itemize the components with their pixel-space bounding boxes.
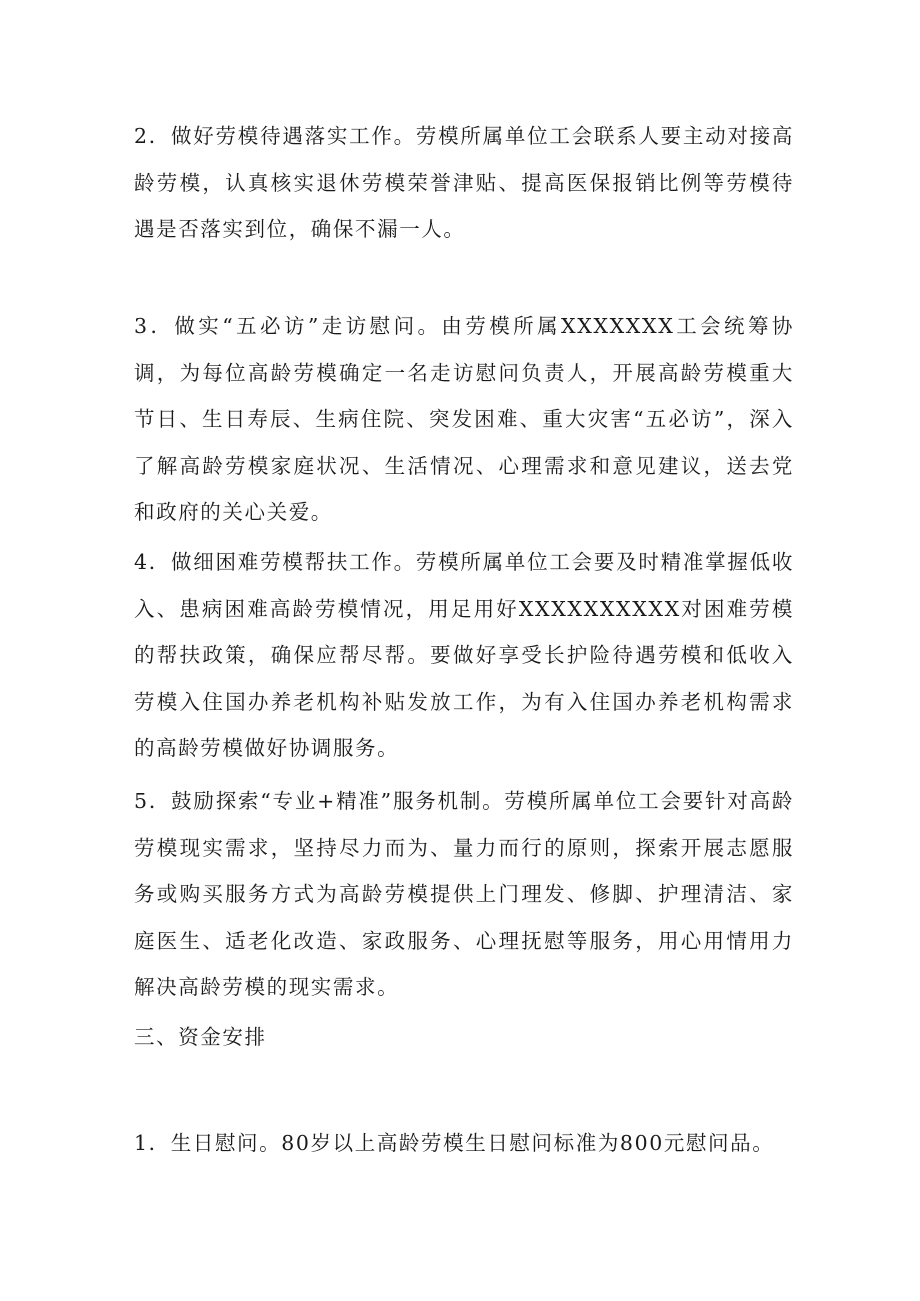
paragraph-item-5: 5．鼓励探索“专业+精准”服务机制。劳模所属单位工会要针对高龄劳模现实需求，坚持尽力而为、量力而行的原则，探索开展志愿服务或购买服务方式为高龄劳模提供上门理发、修脚、护理清洁、家庭医生、适老化改造、家政服务、心理抚慰等服务，用心用情用力解决高龄劳模的现实需求。 <box>134 789 794 999</box>
paragraph-item-4: 4．做细困难劳模帮扶工作。劳模所属单位工会要及时精准掌握低收入、患病困难高龄劳模情况，用足用好XXXXXXXXXX对困难劳模的帮扶政策，确保应帮尽帮。要做好享受长护险待遇劳模和低收入劳模入住国办养老机构补贴发放工作，为有入住国办养老机构需求的高龄劳模做好协调服务。 <box>134 550 794 760</box>
section-heading: 三、资金安排 <box>134 1025 267 1049</box>
paragraph-item-2: 2．做好劳模待遇落实工作。劳模所属单位工会联系人要主动对接高龄劳模，认真核实退休劳模荣誉津贴、提高医保报销比例等劳模待遇是否落实到位，确保不漏一人。 <box>134 124 794 241</box>
paragraph-item-3: 3．做实“五必访”走访慰问。由劳模所属XXXXXXX工会统筹协调，为每位高龄劳模确定一名走访慰问负责人，开展高龄劳模重大节日、生日寿辰、生病住院、突发困难、重大灾害“五必访”，深入了解高龄劳模家庭状况、生活情况、心理需求和意见建议，送去党和政府的关心关爱。 <box>134 314 794 524</box>
paragraph-item-1: 1．生日慰问。80岁以上高龄劳模生日慰问标准为800元慰问品。 <box>134 1131 775 1155</box>
